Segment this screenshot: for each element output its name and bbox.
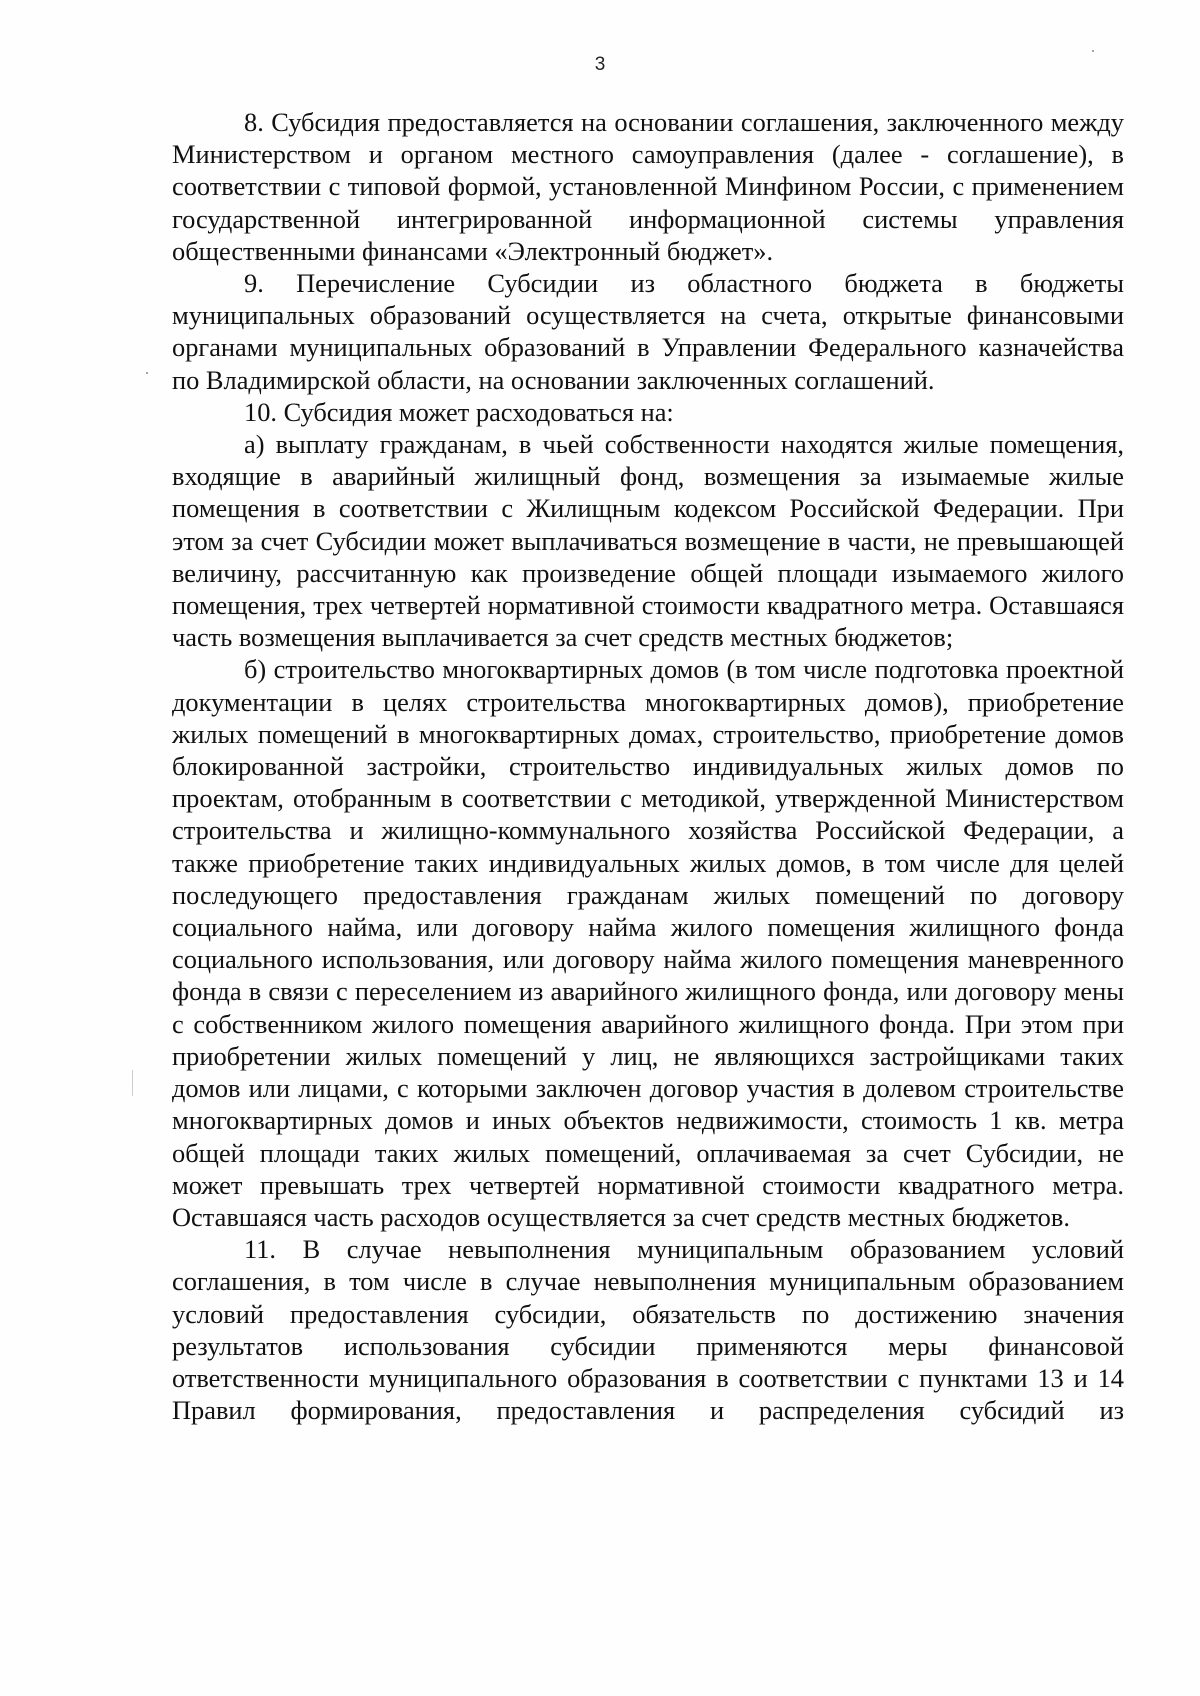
paragraph-10: 10. Субсидия может расходоваться на: [244, 396, 674, 427]
scan-speck [1092, 50, 1094, 52]
paragraph-10-a: а) выплату гражданам, в чьей собственности находятся жилые помещения, входящие в аварийный жилищный фонд, возмещения за изымаемые жилые помещения в соответствии с Жилищным кодексом Российской Федерации. При этом за счет Субсидии может выплачиваться возмещение в части, не превышающей величину, рассчитанную как произведение общей площади изымаемого жилого помещения, трех четвертей нормативной стоимости квадратного метра. Оставшаяся часть возмещения выплачивается за счет средств местных бюджетов; [172, 429, 1124, 653]
document-body [172, 106, 1124, 1426]
paragraph-9: 9. Перечисление Субсидии из областного бюджета в бюджеты муниципальных образований осуществляется на счета, открытые финансовыми органами муниципальных образований в Управлении Федерального казначейства по Владимирской области, на основании заключенных соглашений. [172, 268, 1124, 395]
page-number: 3 [594, 54, 606, 75]
scan-speck [146, 372, 148, 374]
paragraph-8: 8. Субсидия предоставляется на основании соглашения, заключенного между Министерством и органом местного самоуправления (далее - соглашение), в соответствии с типовой формой, установленной Минфином России, с применением государственной интегрированной информационной системы управления общественными финансами «Электронный бюджет». [172, 107, 1124, 266]
paragraph-10-b: б) строительство многоквартирных домов (в том числе подготовка проектной документации в целях строительства многоквартирных домов), приобретение жилых помещений в многоквартирных домах, строительство, приобретение домов блокированной застройки, строительство индивидуальных жилых домов по проектам, отобранным в соответствии с методикой, утвержденной Министерством строительства и жилищно-коммунального хозяйства Российской Федерации, а также приобретение таких индивидуальных жилых домов, в том числе для целей последующего предоставления гражданам жилых помещений по договору социального найма, или договору найма жилого помещения жилищного фонда социального использования, или договору найма жилого помещения маневренного фонда в связи с переселением из аварийного жилищного фонда, или договору мены с собственником жилого помещения аварийного жилищного фонда. При этом при приобретении жилых помещений у лиц, не являющихся застройщиками таких домов или лицами, с которыми заключен договор участия в долевом строительстве многоквартирных домов и иных объектов недвижимости, стоимость 1 кв. метра общей площади таких жилых помещений, оплачиваемая за счет Субсидии, не может превышать трех четвертей нормативной стоимости квадратного метра. Оставшаяся часть расходов осуществляется за счет средств местных бюджетов. [172, 654, 1124, 1232]
scan-speck [132, 1070, 133, 1096]
paragraph-11: 11. В случае невыполнения муниципальным образованием условий соглашения, в том числе в случае невыполнения муниципальным образованием условий предоставления субсидии, обязательств по достижению значения результатов использования субсидии применяются меры финансовой ответственности муниципального образования в соответствии с пунктами 13 и 14 Правил формирования, предоставления и распределения субсидий из [172, 1234, 1124, 1426]
